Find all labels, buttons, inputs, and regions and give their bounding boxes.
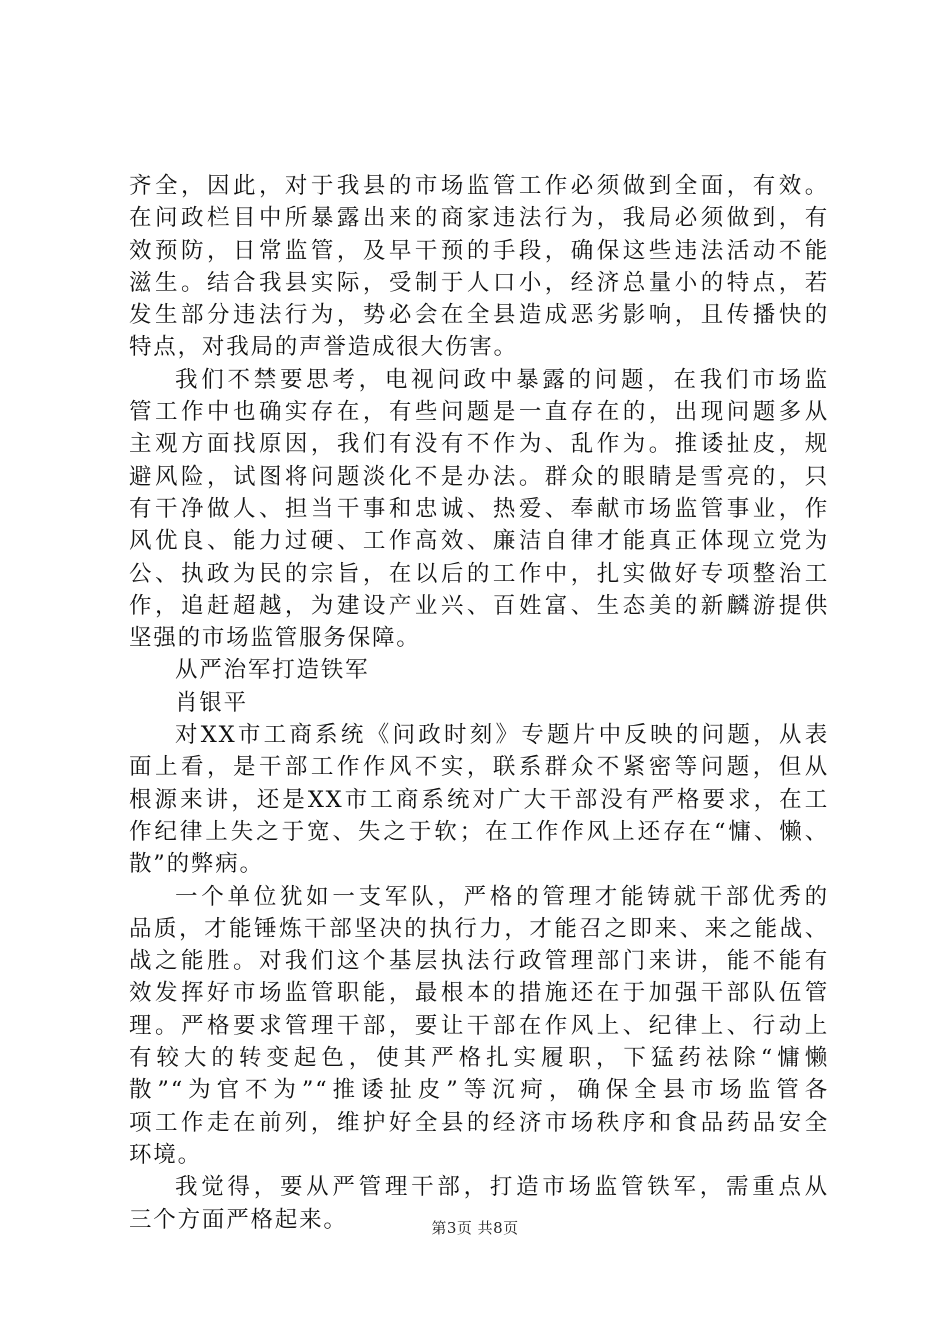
text-line: 在问政栏目中所暴露出来的商家违法行为，我局必须做到，有 xyxy=(129,205,829,232)
text-line: 发生部分违法行为，势必会在全县造成恶劣影响，且传播快的 xyxy=(129,302,829,329)
paragraph xyxy=(129,719,829,880)
text-line: 滋生。结合我县实际，受制于人口小，经济总量小的特点，若 xyxy=(129,269,829,296)
text-line: 品质，才能锤炼干部坚决的执行力，才能召之即来、来之能战、 xyxy=(129,915,829,942)
paragraph xyxy=(129,687,829,719)
paragraph xyxy=(129,881,829,1172)
paragraph xyxy=(129,170,829,364)
document-body xyxy=(129,170,829,1236)
text-line: 避风险，试图将问题淡化不是办法。群众的眼睛是雪亮的，只 xyxy=(129,463,829,490)
text-line: 管工作中也确实存在，有些问题是一直存在的，出现问题多从 xyxy=(129,399,829,426)
text-line: 坚强的市场监管服务保障。 xyxy=(129,625,421,652)
text-line: 效预防，日常监管，及早干预的手段，确保这些违法活动不能 xyxy=(129,237,829,264)
text-line: 散”的弊病。 xyxy=(129,851,264,878)
text-line: 作纪律上失之于宽、失之于软；在工作作风上还存在“慵、懒、 xyxy=(129,818,829,845)
text-line: 风优良、能力过硬、工作高效、廉洁自律才能真正体现立党为 xyxy=(129,528,829,555)
text-line: 对XX市工商系统《问政时刻》专题片中反映的问题，从表 xyxy=(175,722,829,749)
paragraph xyxy=(129,654,829,686)
text-line: 一个单位犹如一支军队，严格的管理才能铸就干部优秀的 xyxy=(175,883,829,910)
text-line: 效发挥好市场监管职能，最根本的措施还在于加强干部队伍管 xyxy=(129,980,829,1007)
text-line: 公、执政为民的宗旨，在以后的工作中，扎实做好专项整治工 xyxy=(129,560,829,587)
text-line: 面上看，是干部工作作风不实，联系群众不紧密等问题，但从 xyxy=(129,754,829,781)
paragraph xyxy=(129,364,829,655)
text-line: 从严治军打造铁军 xyxy=(175,657,370,684)
text-line: 作，追赶超越，为建设产业兴、百姓富、生态美的新麟游提供 xyxy=(129,592,829,619)
text-line: 根源来讲，还是XX市工商系统对广大干部没有严格要求，在工 xyxy=(129,786,829,813)
text-line: 有较大的转变起色，使其严格扎实履职，下猛药祛除“慵懒 xyxy=(129,1045,829,1072)
text-line: 项工作走在前列，维护好全县的经济市场秩序和食品药品安全 xyxy=(129,1109,829,1136)
text-line: 我觉得，要从严管理干部，打造市场监管铁军，需重点从 xyxy=(175,1174,829,1201)
text-line: 肖银平 xyxy=(175,689,248,716)
text-line: 主观方面找原因，我们有没有不作为、乱作为。推诿扯皮，规 xyxy=(129,431,829,458)
text-line: 有干净做人、担当干事和忠诚、热爱、奉献市场监管事业，作 xyxy=(129,495,829,522)
text-line: 我们不禁要思考，电视问政中暴露的问题，在我们市场监 xyxy=(175,366,829,393)
text-line: 特点，对我局的声誉造成很大伤害。 xyxy=(129,334,518,361)
text-line: 三个方面严格起来。 xyxy=(129,1206,348,1233)
text-line: 环境。 xyxy=(129,1141,202,1168)
text-line: 理。严格要求管理干部，要让干部在作风上、纪律上、行动上 xyxy=(129,1012,829,1039)
text-line: 齐全，因此，对于我县的市场监管工作必须做到全面，有效。 xyxy=(129,173,829,199)
text-line: 散”“为官不为”“推诿扯皮”等沉疴，确保全县市场监管各 xyxy=(129,1077,829,1104)
text-line: 战之能胜。对我们这个基层执法行政管理部门来讲，能不能有 xyxy=(129,948,829,975)
page-footer: 第3页 共8页 xyxy=(431,1219,519,1237)
